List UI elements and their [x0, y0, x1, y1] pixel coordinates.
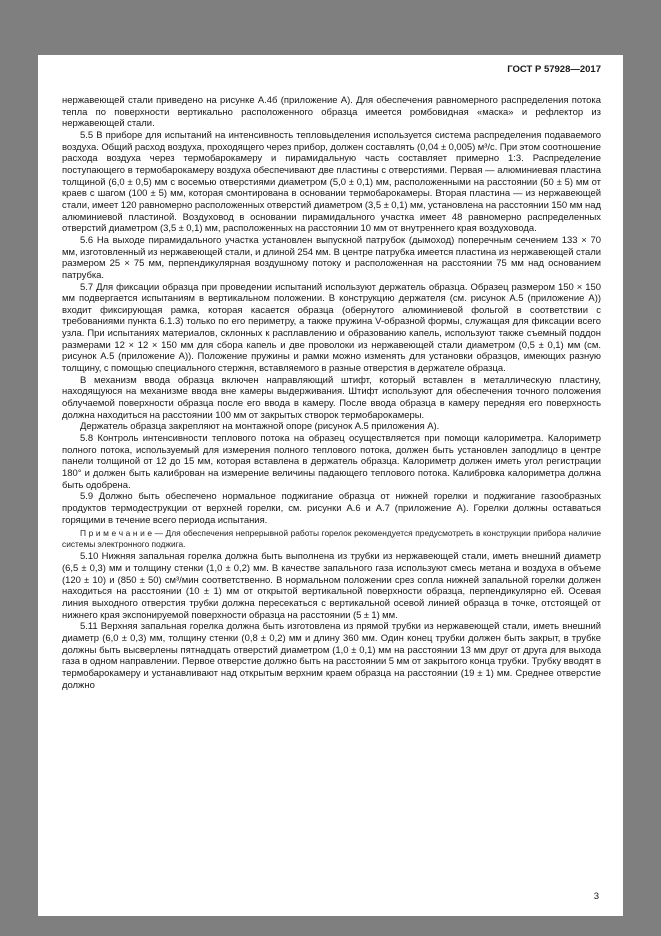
- paragraph-note: П р и м е ч а н и е — Для обеспечения непрерывной работы горелок рекомендуется предусмотреть в конструкции прибора наличие системы электронного поджига.: [62, 528, 601, 549]
- document-page: [38, 55, 623, 916]
- document-body: [62, 95, 601, 691]
- paragraph-5-9: 5.9 Должно быть обеспечено нормальное поджигание образца от нижней горелки и поджигание газообразных продуктов термодеструкции от верхней горелки, см. рисунки А.6 и А.7 (приложение А). Горелки должны оставаться горящими в течение всего периода испытания.: [62, 491, 601, 526]
- paragraph-5-6: 5.6 На выходе пирамидального участка установлен выпускной патрубок (дымоход) поперечным сечением 133 × 70 мм, изготовленный из нержавеющей стали, и длиной 254 мм. В центре патрубка имеется пластина из нержавеющей стали размером 25 × 75 мм, перпендикулярная воздушному потоку и расположенная на расстоянии 75 мм над основанием патрубка.: [62, 234, 601, 281]
- paragraph-5-7: 5.7 Для фиксации образца при проведении испытаний используют держатель образца. Образец размером 150 × 150 мм подвергается испытаниям в вертикальном положении. В конструкцию держателя (см. рисунок А.5 (приложение А)) входит фиксирующая рамка, которая касается образца (обернутого алюминиевой фольгой в соответствии с требованиями пункта 6.1.3) только по его периметру, а также пружина V-образной формы, служащая для фиксации всего узла. При испытаниях материалов, склонных к расплавлению и образованию капель, используют также съемный поддон размерами 12 × 12 × 150 мм для сбора капель и две проволоки из нержавеющей стали диаметром (0,5 ± 0,1) мм (см. рисунок А.5 (приложение А)). Положение пружины и рамки можно изменять для установки образцов, имеющих разную толщину, с помощью специального стержня, вставляемого в разные отверстия в держателе образца.: [62, 281, 601, 375]
- standard-number-header: ГОСТ Р 57928—2017: [507, 64, 601, 75]
- paragraph-continuation: нержавеющей стали приведено на рисунке А.4б (приложение А). Для обеспечения равномерного распределения потока тепла по поверхности вертикально расположенного образца имеется ромбовидная «маска» и рефлектор из нержавеющей стали.: [62, 95, 601, 130]
- paragraph-5-7-holder-mount: Держатель образца закрепляют на монтажной опоре (рисунок А.5 приложения А).: [80, 421, 440, 433]
- paragraph-5-11: 5.11 Верхняя запальная горелка должна быть изготовлена из прямой трубки из нержавеющей стали, иметь внешний диаметр (6,0 ± 0,3) мм, толщину стенки (0,8 ± 0,2) мм и длину 360 мм. Один конец трубки должен быть закрыт, в трубке должны быть высверлены пятнадцать отверстий диаметром (1,0 ± 0,1) мм на расстоянии 13 мм друг от друга для выхода газа в одном направлении. Первое отверстие должно быть на расстоянии 5 мм от закрытого конца трубки. Трубку вводят в термобарокамеру и устанавливают над открытым верхним краем образца на расстоянии (19 ± 1) мм. Среднее отверстие должно: [62, 621, 601, 691]
- paragraph-5-7-insertion-pin: В механизм ввода образца включен направляющий штифт, который вставлен в металлическую пластину, находящуюся на механизме ввода вне камеры выдерживания. Штифт используют для обеспечения точного положения облучаемой поверхности образца после его ввода в камеру. После ввода образца в камеру передняя его поверхность должна находиться на расстоянии 100 мм от закрытых створок термобарокамеры.: [62, 374, 601, 421]
- paragraph-5-5: 5.5 В приборе для испытаний на интенсивность тепловыделения используется система распределения подаваемого воздуха. Общий расход воздуха, проходящего через прибор, должен составлять (0,04 ± 0,005) м³/с. При этом соотношение расхода воздуха через термобарокамеру и пирамидальную часть составляет примерно 1:3. Распределение поступающего в термобарокамеру воздуха обеспечивают две пластины с отверстиями. Первая — алюминиевая пластина толщиной (6,0 ± 0,5) мм с восемью отверстиями диаметром (5,0 ± 0,1) мм, расположенными на расстоянии (50 ± 5) мм от краев с шагом (100 ± 5) мм, которая смонтирована в основании термобарокамеры. Вторая пластина — из нержавеющей стали, имеет 120 равномерно расположенных отверстий диаметром (3,5 ± 0,1) мм, установлена на расстоянии 150 мм над алюминиевой пластиной. Воздуховод в основании пирамидального участка имеет 48 равномерно распределенных отверстий диаметром (3,5 ± 0,1) мм, расположенных на расстоянии 10 мм от внутреннего края воздуховода.: [62, 129, 601, 235]
- paragraph-5-10: 5.10 Нижняя запальная горелка должна быть выполнена из трубки из нержавеющей стали, иметь внешний диаметр (6,5 ± 0,3) мм и толщину стенки (1,0 ± 0,2) мм. В качестве запального газа используют смесь метана и воздуха в объеме (120 ± 10) и (850 ± 50) см³/мин соответственно. В нормальном положении срез сопла нижней запальной горелки должен находиться на расстоянии (10 ± 1) мм от открытой вертикальной поверхности образца, перпендикулярно ей. Осевая линия выходного отверстия трубки должна пересекаться с вертикальной осевой линией образца в точке, отстоящей от нижнего края экспонируемой поверхности образца на расстоянии (5 ± 1) мм.: [62, 551, 601, 621]
- paragraph-5-8: 5.8 Контроль интенсивности теплового потока на образец осуществляется при помощи калориметра. Калориметр полного потока, используемый для измерения полного теплового потока, должен быть установлен заподлицо в центре панели толщиной от 12 до 15 мм, которая вставлена в держатель образца. Калориметр должен иметь угол регистрации 180° и должен быть калиброван на измерение величины падающего теплового потока. Калибровка калориметра должна быть одобрена.: [62, 433, 601, 491]
- page-number: 3: [593, 891, 599, 902]
